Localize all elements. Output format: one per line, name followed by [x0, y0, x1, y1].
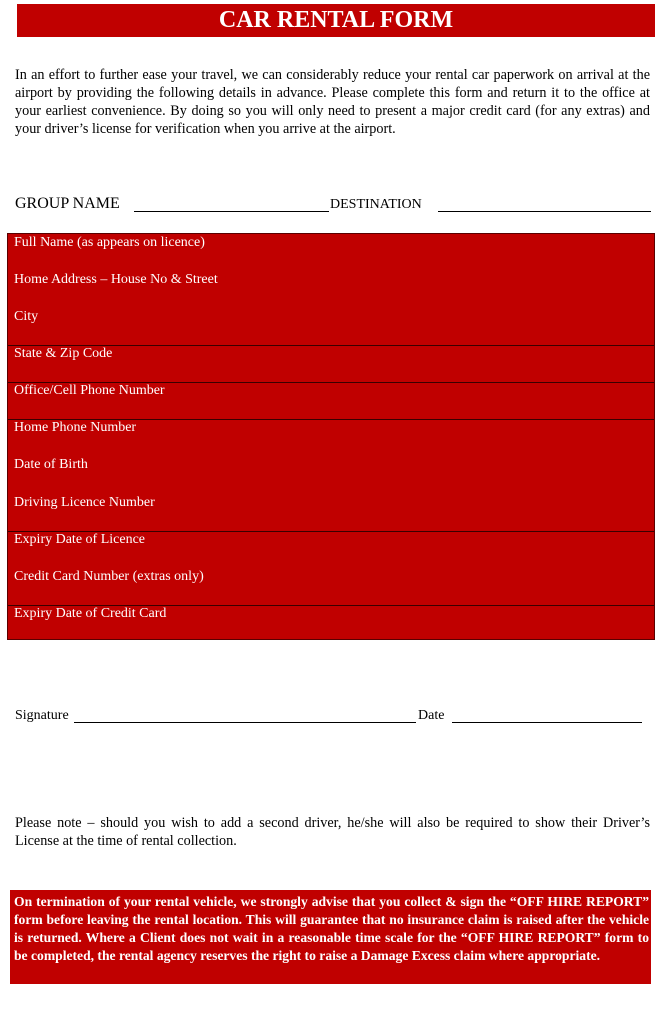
second-driver-note: Please note – should you wish to add a second driver, he/she will also be required to show their Driver’s License at the time of rental collection. — [15, 815, 650, 849]
field-driving-licence-number[interactable]: Driving Licence Number — [14, 495, 155, 510]
date-field[interactable] — [452, 722, 642, 723]
field-city[interactable]: City — [14, 309, 39, 324]
destination-label: DESTINATION — [330, 197, 422, 212]
field-home-address[interactable]: Home Address – House No & Street — [14, 272, 218, 287]
field-office-cell-phone[interactable]: Office/Cell Phone Number — [14, 383, 165, 398]
field-credit-card-number[interactable]: Credit Card Number (extras only) — [14, 569, 204, 584]
group-destination-row — [15, 195, 655, 215]
signature-label: Signature — [15, 708, 69, 723]
field-credit-card-expiry[interactable]: Expiry Date of Credit Card — [14, 606, 167, 621]
form-title: CAR RENTAL FORM — [17, 4, 655, 37]
group-name-label: GROUP NAME — [15, 195, 120, 212]
destination-field[interactable] — [438, 211, 651, 212]
field-home-phone[interactable]: Home Phone Number — [14, 420, 137, 435]
intro-paragraph: In an effort to further ease your travel, we can considerably reduce your rental car paperwork on arrival at the airport by providing the following details in advance. Please complete this form and return it to the office at your earliest convenience. By doing so you will only need to present a major credit card (for any extras) and your driver’s license for verification when you arrive at the airport. — [15, 67, 650, 137]
field-state-zip[interactable]: State & Zip Code — [14, 346, 113, 361]
signature-field[interactable] — [74, 722, 416, 723]
group-name-field[interactable] — [134, 211, 329, 212]
field-date-of-birth[interactable]: Date of Birth — [14, 457, 88, 472]
signature-date-row — [15, 706, 645, 726]
date-label: Date — [418, 708, 445, 723]
details-fields-block — [7, 233, 655, 640]
field-full-name[interactable]: Full Name (as appears on licence) — [14, 235, 205, 250]
field-licence-expiry[interactable]: Expiry Date of Licence — [14, 532, 145, 547]
off-hire-warning: On termination of your rental vehicle, we strongly advise that you collect & sign the “OFF HIRE REPORT” form before leaving the rental location. This will guarantee that no insurance claim is raised after the vehicle is returned. Where a Client does not wait in a reasonable time scale for the “OFF HIRE REPORT” form to be completed, the rental agency reserves the right to raise a Damage Excess claim where appropriate. — [10, 890, 651, 984]
